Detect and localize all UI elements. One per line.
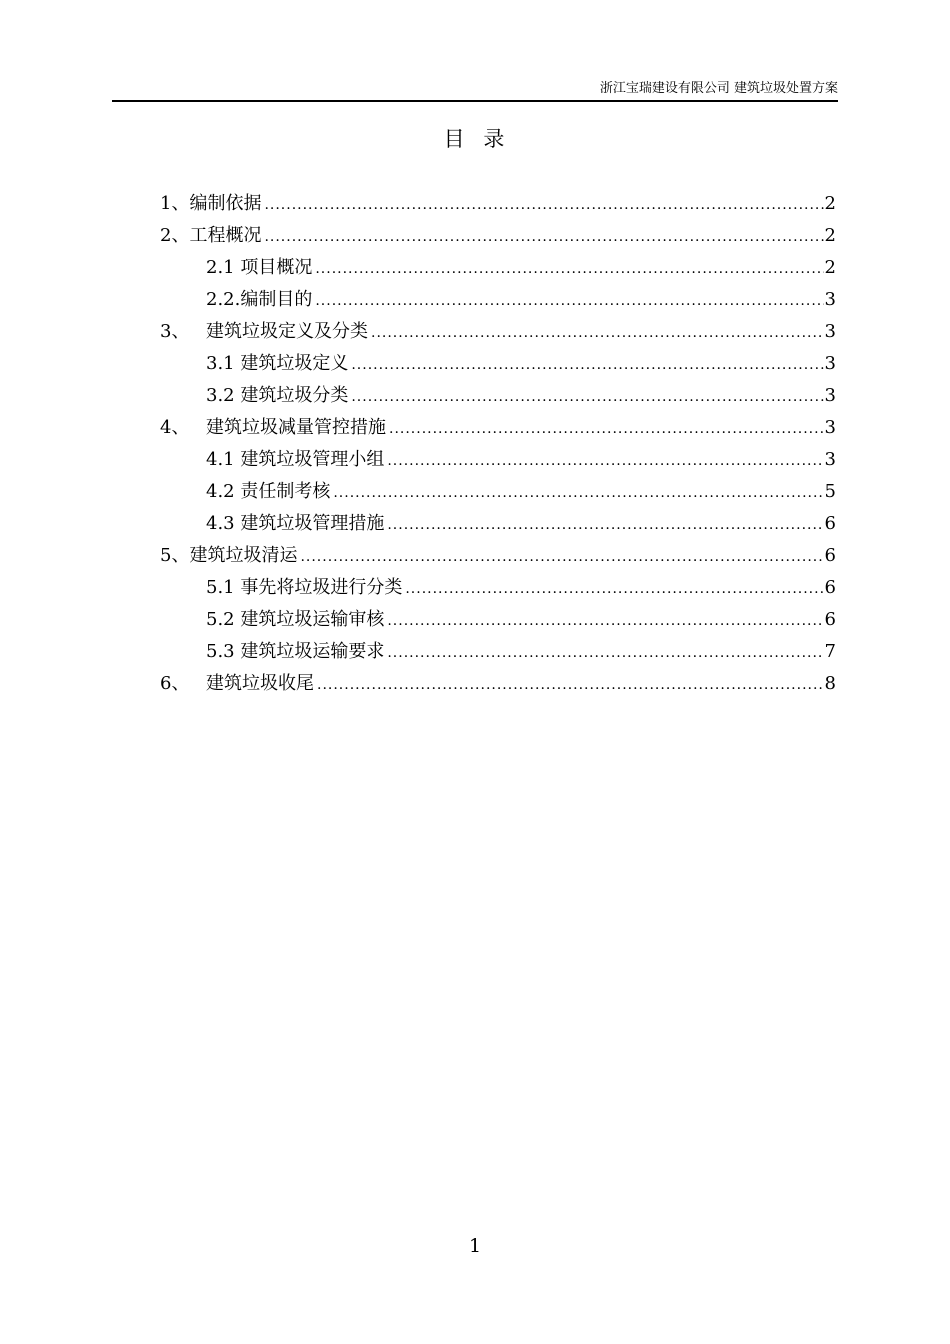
toc-entry[interactable]	[160, 319, 836, 351]
toc-entry[interactable]	[160, 191, 836, 223]
toc-entry-page: 3	[824, 289, 836, 310]
toc-dot-leader	[387, 512, 823, 538]
toc-entry-page: 3	[824, 417, 836, 438]
toc-entry-number: 4、	[160, 417, 190, 438]
toc-entry-number: 3、	[160, 321, 190, 342]
toc-dot-leader	[317, 672, 824, 698]
toc-entry-title: 4.2 责任制考核	[206, 481, 331, 502]
toc-entry[interactable]	[160, 671, 836, 703]
toc-entry[interactable]	[160, 607, 836, 639]
toc-dot-leader	[371, 320, 824, 346]
toc-dot-leader	[315, 256, 823, 282]
toc-entry-page: 6	[824, 513, 836, 534]
toc-entry-title: 建筑垃圾减量管控措施	[206, 417, 386, 438]
toc-entry[interactable]	[160, 447, 836, 479]
toc-entry-title: 4.1 建筑垃圾管理小组	[206, 449, 385, 470]
toc-entry-title: 5.1 事先将垃圾进行分类	[206, 577, 403, 598]
toc-entry[interactable]	[160, 543, 836, 575]
toc-entry[interactable]	[160, 223, 836, 255]
toc-entry[interactable]	[160, 639, 836, 671]
toc-entry-number: 5、	[160, 545, 190, 566]
toc-dot-leader	[300, 544, 823, 570]
toc-entry-page: 7	[824, 641, 836, 662]
toc-dot-leader	[333, 480, 823, 506]
running-header: 浙江宝瑞建设有限公司 建筑垃圾处置方案	[599, 81, 838, 96]
toc-dot-leader	[405, 576, 823, 602]
toc-entry-page: 3	[824, 321, 836, 342]
toc-title: 目 录	[443, 127, 511, 151]
toc-entry-title: 建筑垃圾定义及分类	[206, 321, 368, 342]
toc-entry[interactable]	[160, 287, 836, 319]
toc-dot-leader	[315, 288, 823, 314]
toc-entry[interactable]	[160, 575, 836, 607]
toc-entry[interactable]	[160, 415, 836, 447]
toc-dot-leader	[387, 640, 823, 666]
toc-entry-number: 6、	[160, 673, 190, 694]
toc-dot-leader	[264, 224, 823, 250]
toc-dot-leader	[387, 448, 823, 474]
toc-dot-leader	[264, 192, 823, 218]
toc-entry-page: 6	[824, 609, 836, 630]
toc-entry-title: 建筑垃圾收尾	[206, 673, 314, 694]
toc-entry-title: 4.3 建筑垃圾管理措施	[206, 513, 385, 534]
toc-entry[interactable]	[160, 479, 836, 511]
toc-entry-number: 2、	[160, 225, 190, 246]
toc-entry-page: 3	[824, 385, 836, 406]
toc-entry-title: 3.2 建筑垃圾分类	[206, 385, 349, 406]
toc-entry-title: 建筑垃圾清运	[189, 545, 298, 566]
table-of-contents	[160, 191, 836, 703]
toc-entry-page: 6	[824, 577, 836, 598]
toc-entry-title: 编制依据	[189, 193, 262, 214]
toc-entry-page: 6	[824, 545, 836, 566]
toc-entry-page: 5	[824, 481, 836, 502]
toc-entry-title: 3.1 建筑垃圾定义	[206, 353, 349, 374]
toc-dot-leader	[351, 352, 823, 378]
toc-dot-leader	[387, 608, 823, 634]
toc-entry-page: 8	[824, 673, 836, 694]
toc-entry-page: 2	[824, 225, 836, 246]
toc-dot-leader	[389, 416, 824, 442]
toc-entry[interactable]	[160, 383, 836, 415]
toc-dot-leader	[351, 384, 823, 410]
toc-entry-title: 5.2 建筑垃圾运输审核	[206, 609, 385, 630]
toc-entry-page: 3	[824, 449, 836, 470]
toc-entry-page: 2	[824, 257, 836, 278]
toc-entry-title: 2.1 项目概况	[206, 257, 313, 278]
page-number: 1	[468, 1235, 482, 1257]
toc-entry-title: 2.2.编制目的	[206, 289, 313, 310]
header-divider	[112, 100, 838, 102]
toc-entry-title: 工程概况	[189, 225, 262, 246]
toc-entry[interactable]	[160, 351, 836, 383]
toc-entry[interactable]	[160, 255, 836, 287]
toc-entry-page: 2	[824, 193, 836, 214]
toc-entry-title: 5.3 建筑垃圾运输要求	[206, 641, 385, 662]
toc-entry-number: 1、	[160, 193, 190, 214]
toc-entry[interactable]	[160, 511, 836, 543]
toc-entry-page: 3	[824, 353, 836, 374]
